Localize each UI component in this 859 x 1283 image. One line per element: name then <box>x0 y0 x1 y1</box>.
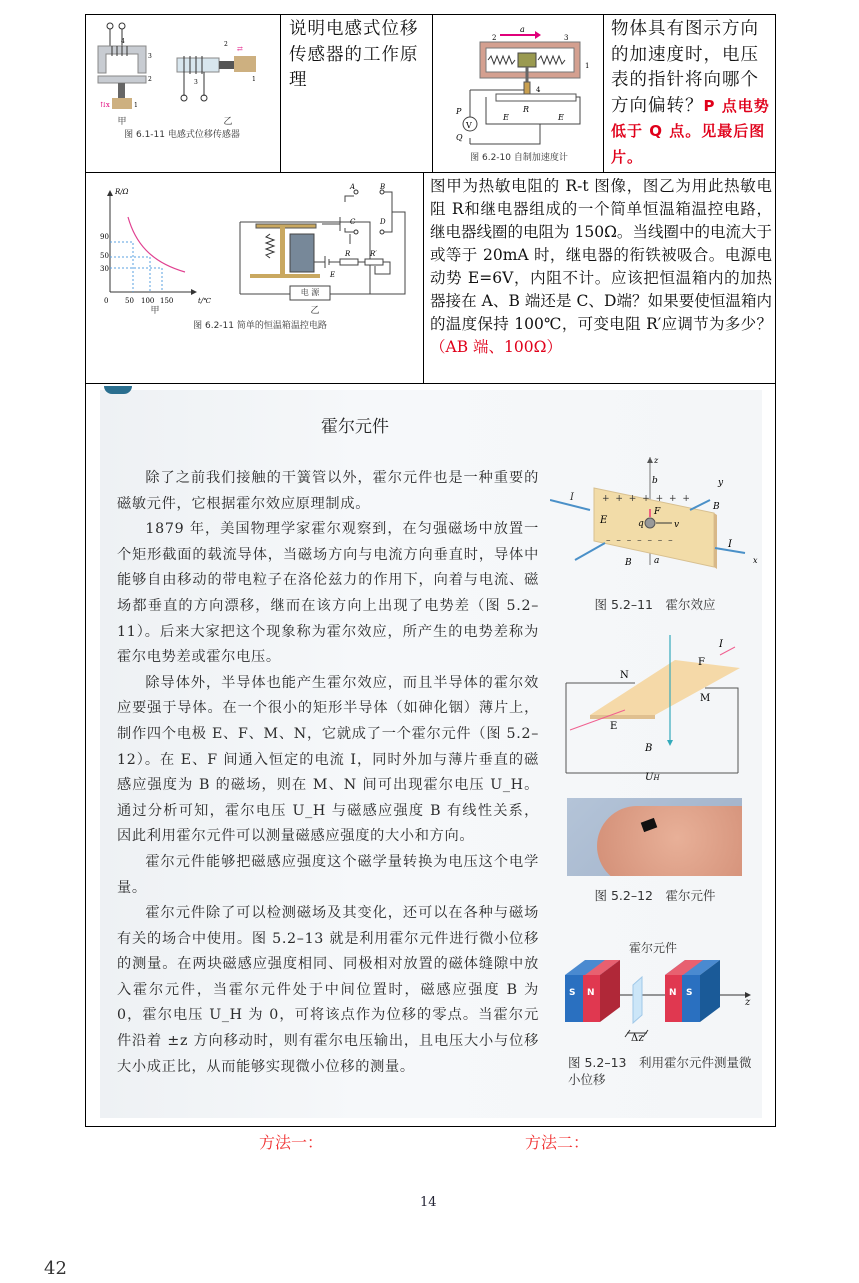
page-number: 42 <box>44 1258 67 1279</box>
svg-text:N: N <box>620 670 629 681</box>
svg-text:B: B <box>713 502 720 512</box>
displacement-figure <box>565 941 755 1044</box>
divider <box>280 14 281 173</box>
answer-text: P 点电势低于 Q 点。见最后图片。 <box>611 96 770 166</box>
svg-text:1: 1 <box>585 62 590 70</box>
figure-caption: 图 6.1-11 电感式位移传感器 <box>124 130 240 140</box>
svg-text:1: 1 <box>134 102 138 109</box>
x-tick: 50 <box>125 297 134 305</box>
svg-text:3: 3 <box>148 53 152 60</box>
question-body: 图甲为热敏电阻的 R-t 图像，图乙为用此热敏电阻 R和继电器组成的一个简单恒温箱温控电路，继电器线圈的电阻为 150Ω。当线圈中的电流大于或等于 20mA 时，继电器的衔铁被吸合。电源电动势 E=6V，内阻不计。应该把恒温箱内的加热器接在 A、B 端还是 C、D端？如果要使恒温箱内的温度保持 100℃，可变电阻 R′应调节为多少？ <box>430 177 772 333</box>
svg-text:y: y <box>718 478 724 488</box>
svg-text:z: z <box>654 456 659 465</box>
svg-text:F: F <box>654 507 661 517</box>
section-title: 霍尔元件 <box>321 417 389 437</box>
x-axis-label: t/℃ <box>198 297 212 305</box>
svg-text:⇅x: ⇅x <box>100 101 110 109</box>
textbook-excerpt <box>100 390 762 1118</box>
figure-label-left: 甲 <box>117 117 127 127</box>
svg-text:a: a <box>654 556 660 566</box>
divider <box>423 172 424 384</box>
svg-text:E: E <box>610 721 618 732</box>
svg-text:3: 3 <box>194 79 198 86</box>
x-tick: 0 <box>104 297 109 305</box>
svg-text:+ + + + + + +: + + + + + + + <box>602 494 692 504</box>
figure-caption: 图 6.2-11 简单的恒温箱温控电路 <box>193 321 327 331</box>
divider <box>432 14 433 173</box>
paragraph: 霍尔元件能够把磁感应强度这个磁学量转换为电压这个电学量。 <box>117 853 539 896</box>
divider <box>603 14 604 173</box>
y-tick: 90 <box>100 233 109 241</box>
method-1-label: 方法一： <box>259 1133 324 1152</box>
figure-label-right: 乙 <box>310 306 320 316</box>
axis-label: z <box>745 997 751 1008</box>
y-axis-label: R/Ω <box>115 188 129 196</box>
figure-caption: 图 5.2–13 利用霍尔元件测量微小位移 <box>568 1055 752 1087</box>
figure-caption: 图 6.2-10 自制加速度计 <box>470 153 568 163</box>
figure-caption: 图 5.2–12 霍尔元件 <box>594 888 716 903</box>
answer-text: （AB 端、100Ω） <box>430 338 562 356</box>
svg-text:P: P <box>456 107 462 116</box>
svg-text:B: B <box>645 743 653 754</box>
question-text <box>430 175 772 359</box>
svg-text:v: v <box>674 520 680 530</box>
hall-element-diagram <box>565 635 755 785</box>
svg-text:R: R <box>345 250 351 258</box>
question-text <box>611 17 773 170</box>
svg-text:D: D <box>380 218 386 226</box>
svg-text:Q: Q <box>456 133 463 142</box>
paragraph: 1879 年，美国物理学家霍尔观察到，在匀强磁场中放置一个矩形截面的载流导体，当磁场方向与电流方向垂直时，导体中能够自由移动的带电粒子在洛伦兹力的作用下，向着与电流、磁场都垂直的方向漂移，继而在该方向上出现了电势差（图 5.2–11）。后来大家把这个现象称为霍尔效应，所产生的电势差称为霍尔电势差或霍尔电压。 <box>117 521 539 666</box>
svg-text:1: 1 <box>252 76 256 83</box>
hall-effect-figure <box>550 455 760 615</box>
inner-page-number: 14 <box>420 1195 437 1210</box>
figure-label-right: 乙 <box>223 117 233 127</box>
svg-text:M: M <box>700 693 711 704</box>
svg-text:a: a <box>520 25 525 34</box>
svg-text:2: 2 <box>224 41 228 48</box>
paragraph: 除了之前我们接触的干簧管以外，霍尔元件也是一种重要的磁敏元件，它根据霍尔效应原理制成。 <box>117 470 539 512</box>
paragraph: 除导体外，半导体也能产生霍尔效应，而且半导体的霍尔效应要强于导体。在一个很小的矩形半导体（如砷化铟）薄片上，制作四个电极 E、F、M、N，它就成了一个霍尔元件（图 5.2–12）。在 E、F 间通入恒定的电流 I，同时外加与薄片垂直的磁感应强度为 B 的磁场，则在 M、N 间可出现霍尔电压 U_H。通过分析可知，霍尔电压 U_H 与磁感应强度 B 有线性关系，因此利用霍尔元件可以测量磁感应强度的大小和方向。 <box>117 674 539 845</box>
svg-text:B: B <box>625 558 632 568</box>
svg-text:I: I <box>728 539 732 550</box>
svg-text:x: x <box>753 556 758 565</box>
svg-text:V: V <box>466 121 472 130</box>
thermostat-figure <box>100 182 415 332</box>
magnet-pole: N <box>587 988 595 998</box>
svg-text:⇄: ⇄ <box>237 45 243 53</box>
svg-text:E: E <box>503 113 509 122</box>
svg-text:q: q <box>638 519 644 529</box>
svg-text:3: 3 <box>564 34 569 42</box>
x-tick: 100 <box>141 297 155 305</box>
question-text: 说明电感式位移传感器的工作原理 <box>289 19 419 90</box>
paragraph: 霍尔元件除了可以检测磁场及其变化，还可以在各种与磁场有关的场合中使用。图 5.2–13 就是利用霍尔元件进行微小位移的测量。在两块磁感应强度相同、同极相对放置的磁体缝隙中放入霍尔元件，当霍尔元件处于中间位置时，磁感应强度 B 为 0，霍尔电压 U_H 为 0，可将该点作为位移的零点。当霍尔元件沿着 ±z 方向移动时，则有霍尔电压输出，且电压大小与位移大小成正比，从而能够实现微小位移的测量。 <box>117 905 539 1075</box>
body-text <box>117 466 539 1080</box>
svg-text:I: I <box>570 492 574 503</box>
svg-text:4: 4 <box>121 38 125 45</box>
svg-text:R′: R′ <box>370 250 377 258</box>
method-2-label: 方法二： <box>525 1133 590 1152</box>
svg-text:E: E <box>330 271 336 279</box>
hall-element-label: 霍尔元件 <box>629 941 678 955</box>
svg-text:E: E <box>558 113 564 122</box>
magnet-pole: N <box>669 988 677 998</box>
delta-label: Δz <box>631 1033 644 1044</box>
x-tick: 150 <box>160 297 174 305</box>
svg-text:– – – – – – –: – – – – – – – <box>606 536 675 546</box>
svg-text:UH: UH <box>645 772 660 783</box>
svg-text:2: 2 <box>148 76 152 83</box>
hall-element-photo <box>567 798 742 876</box>
svg-text:E: E <box>600 515 608 526</box>
figure-label-left: 甲 <box>150 306 160 316</box>
svg-text:4: 4 <box>536 86 541 94</box>
inductive-sensor-figure <box>92 18 274 140</box>
decoration <box>104 386 132 394</box>
svg-text:B: B <box>380 183 386 191</box>
finger-image <box>597 806 742 876</box>
svg-text:R: R <box>523 105 530 114</box>
svg-text:A: A <box>350 183 356 191</box>
power-source-label: 电 源 <box>300 288 320 297</box>
question-body: 物体具有图示方向的加速度时，电压表的指针将向哪个方向偏转？ <box>611 19 759 116</box>
figure-caption: 图 5.2–11 霍尔效应 <box>594 597 716 612</box>
y-tick: 30 <box>100 265 109 273</box>
magnet-pole: S <box>686 988 693 998</box>
svg-text:F: F <box>698 657 705 668</box>
svg-text:I: I <box>719 639 723 650</box>
y-tick: 50 <box>100 252 109 260</box>
svg-text:C: C <box>350 218 356 226</box>
svg-text:2: 2 <box>492 34 497 42</box>
magnet-pole: S <box>569 988 576 998</box>
accelerometer-figure <box>440 20 598 165</box>
svg-text:b: b <box>652 476 658 486</box>
